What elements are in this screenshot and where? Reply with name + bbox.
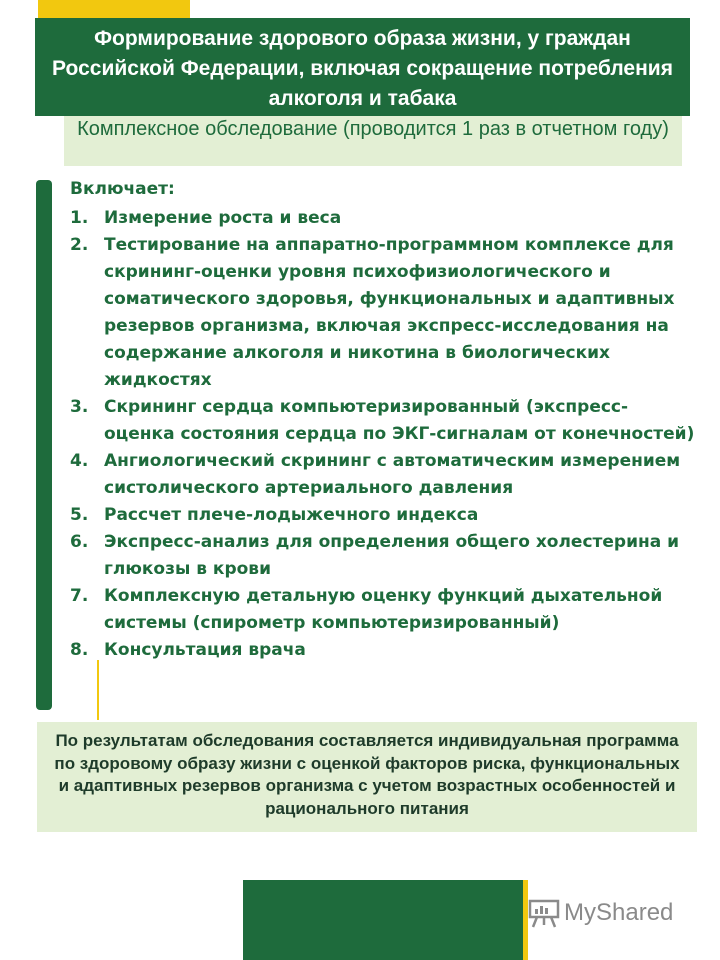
- item-text: Тестирование на аппаратно-программном комплексе для скрининг-оценки уровня психофизиологического и соматического здоровья, функциональных и адаптивных резервов организма, включая экспресс-исследования на содержание алкоголя и никотина в биологических жидкостях: [104, 235, 675, 390]
- item-text: Ангиологический скрининг с автоматическим измерением систолического артериального давления: [104, 451, 681, 498]
- list-item: [66, 205, 696, 232]
- page-title-text: Формирование здорового образа жизни, у граждан Российской Федерации, включая сокращение потребления алкоголя и табака: [52, 27, 673, 110]
- list-item: [66, 502, 696, 529]
- summary-box: [37, 722, 697, 832]
- item-text: Скрининг сердца компьютеризированный (экспресс-оценка состояния сердца по ЭКГ-сигналам от конечностей): [104, 397, 695, 444]
- list-item: [66, 394, 696, 448]
- item-text: Рассчет плече-лодыжечного индекса: [104, 505, 479, 525]
- watermark-text: MyShared: [564, 899, 674, 926]
- item-number: 3.: [70, 397, 89, 417]
- item-text: Экспресс-анализ для определения общего холестерина и глюкозы в крови: [104, 532, 680, 579]
- includes-label: Включает:: [70, 179, 175, 199]
- item-text: Комплексную детальную оценку функций дыхательной системы (спирометр компьютеризированный): [104, 586, 663, 633]
- list-item: [66, 529, 696, 583]
- item-number: 8.: [70, 640, 89, 660]
- subtitle-text: Комплексное обследование (проводится 1 раз в отчетном году): [77, 118, 669, 140]
- procedure-list: [66, 205, 696, 664]
- content-section: [66, 176, 696, 664]
- item-number: 7.: [70, 586, 89, 606]
- item-number: 6.: [70, 532, 89, 552]
- item-number: 2.: [70, 235, 89, 255]
- list-item: [66, 448, 696, 502]
- footer-green-block: [243, 880, 525, 960]
- item-number: 1.: [70, 208, 89, 228]
- page-title: [35, 18, 690, 116]
- presentation-board-icon: [528, 898, 560, 928]
- left-accent-bar: [36, 180, 52, 710]
- summary-text: По результатам обследования составляется индивидуальная программа по здоровому образу жизни с оценкой факторов риска, функциональных и адаптивных резервов организма с учетом возрастных особенностей и рационального питания: [54, 731, 680, 818]
- list-item: [66, 232, 696, 394]
- item-number: 4.: [70, 451, 89, 471]
- list-item: [66, 637, 696, 664]
- watermark[interactable]: [528, 896, 673, 930]
- yellow-divider-line: [97, 660, 99, 720]
- item-text: Консультация врача: [104, 640, 306, 660]
- item-number: 5.: [70, 505, 89, 525]
- list-item: [66, 583, 696, 637]
- top-accent-tab: [38, 0, 190, 18]
- subtitle-box: [64, 116, 682, 166]
- item-text: Измерение роста и веса: [104, 208, 342, 228]
